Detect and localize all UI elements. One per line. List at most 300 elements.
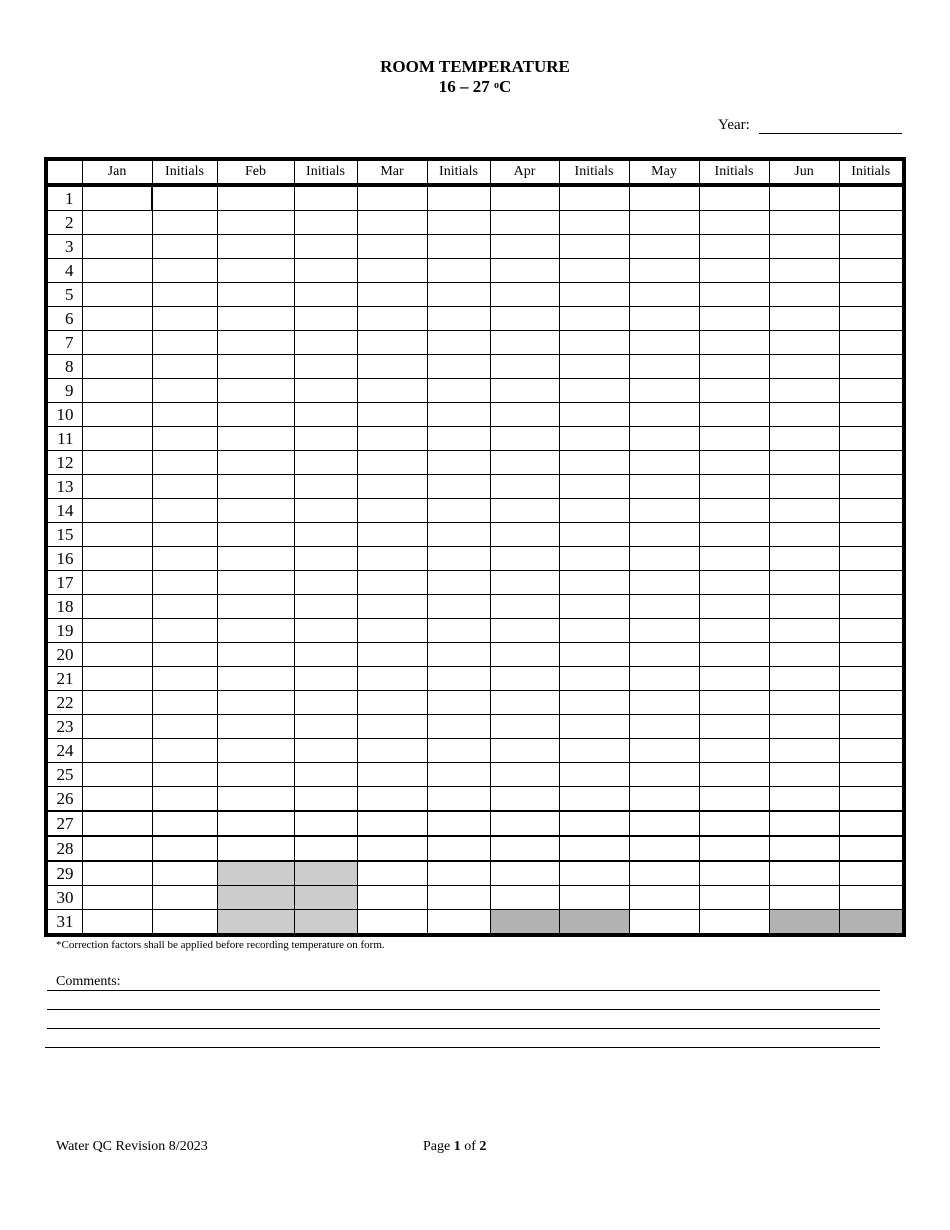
temperature-cell[interactable] — [357, 715, 427, 739]
initials-cell[interactable] — [152, 715, 217, 739]
temperature-cell[interactable] — [629, 259, 699, 283]
initials-cell[interactable] — [559, 811, 629, 836]
temperature-cell[interactable] — [769, 259, 839, 283]
temperature-cell[interactable] — [217, 475, 294, 499]
temperature-cell[interactable] — [769, 235, 839, 259]
temperature-cell[interactable] — [490, 475, 559, 499]
initials-cell[interactable] — [427, 475, 490, 499]
initials-cell[interactable] — [699, 739, 769, 763]
temperature-cell[interactable] — [769, 211, 839, 235]
temperature-cell[interactable] — [357, 451, 427, 475]
initials-cell[interactable] — [152, 691, 217, 715]
temperature-cell[interactable] — [357, 427, 427, 451]
initials-cell[interactable] — [839, 499, 904, 523]
initials-cell[interactable] — [427, 331, 490, 355]
temperature-cell[interactable] — [629, 379, 699, 403]
temperature-cell[interactable] — [490, 595, 559, 619]
temperature-cell[interactable] — [357, 523, 427, 547]
temperature-cell[interactable] — [490, 427, 559, 451]
initials-cell[interactable] — [294, 307, 357, 331]
initials-cell[interactable] — [294, 763, 357, 787]
temperature-cell[interactable] — [217, 715, 294, 739]
initials-cell[interactable] — [152, 283, 217, 307]
temperature-cell[interactable] — [769, 547, 839, 571]
temperature-cell[interactable] — [82, 691, 152, 715]
temperature-cell[interactable] — [769, 499, 839, 523]
temperature-cell[interactable] — [217, 763, 294, 787]
temperature-cell[interactable] — [490, 739, 559, 763]
initials-cell[interactable] — [427, 235, 490, 259]
initials-cell[interactable] — [559, 283, 629, 307]
initials-cell[interactable] — [294, 475, 357, 499]
temperature-cell[interactable] — [217, 451, 294, 475]
temperature-cell[interactable] — [769, 331, 839, 355]
temperature-cell[interactable] — [82, 211, 152, 235]
temperature-cell[interactable] — [217, 523, 294, 547]
temperature-cell[interactable] — [357, 307, 427, 331]
temperature-cell[interactable] — [82, 595, 152, 619]
temperature-cell[interactable] — [82, 259, 152, 283]
year-input-line[interactable] — [759, 117, 902, 134]
temperature-cell[interactable] — [629, 886, 699, 910]
temperature-cell[interactable] — [82, 763, 152, 787]
initials-cell[interactable] — [699, 547, 769, 571]
temperature-cell[interactable] — [629, 643, 699, 667]
initials-cell[interactable] — [294, 811, 357, 836]
initials-cell[interactable] — [559, 499, 629, 523]
temperature-cell[interactable] — [769, 451, 839, 475]
initials-cell[interactable] — [427, 283, 490, 307]
temperature-cell[interactable] — [82, 571, 152, 595]
initials-cell[interactable] — [294, 595, 357, 619]
initials-cell[interactable] — [294, 451, 357, 475]
temperature-cell[interactable] — [769, 886, 839, 910]
temperature-cell[interactable] — [82, 667, 152, 691]
initials-cell[interactable] — [699, 499, 769, 523]
temperature-cell[interactable] — [629, 619, 699, 643]
temperature-cell[interactable] — [629, 547, 699, 571]
initials-cell[interactable] — [839, 886, 904, 910]
temperature-cell[interactable] — [217, 185, 294, 211]
initials-cell[interactable] — [294, 523, 357, 547]
initials-cell[interactable] — [427, 499, 490, 523]
initials-cell[interactable] — [152, 787, 217, 812]
initials-cell[interactable] — [559, 475, 629, 499]
temperature-cell[interactable] — [629, 403, 699, 427]
temperature-cell[interactable] — [217, 403, 294, 427]
initials-cell[interactable] — [839, 475, 904, 499]
temperature-cell[interactable] — [217, 667, 294, 691]
initials-cell[interactable] — [699, 836, 769, 861]
temperature-cell[interactable] — [82, 739, 152, 763]
initials-cell[interactable] — [559, 763, 629, 787]
initials-cell[interactable] — [839, 763, 904, 787]
initials-cell[interactable] — [559, 861, 629, 886]
temperature-cell[interactable] — [357, 355, 427, 379]
temperature-cell[interactable] — [217, 739, 294, 763]
temperature-cell[interactable] — [629, 861, 699, 886]
initials-cell[interactable] — [559, 619, 629, 643]
temperature-cell[interactable] — [769, 715, 839, 739]
initials-cell[interactable] — [152, 861, 217, 886]
temperature-cell[interactable] — [490, 499, 559, 523]
temperature-cell[interactable] — [357, 235, 427, 259]
temperature-cell[interactable] — [217, 811, 294, 836]
temperature-cell[interactable] — [629, 499, 699, 523]
temperature-cell[interactable] — [357, 211, 427, 235]
initials-cell[interactable] — [559, 259, 629, 283]
initials-cell[interactable] — [559, 643, 629, 667]
temperature-cell[interactable] — [357, 763, 427, 787]
initials-cell[interactable] — [427, 836, 490, 861]
temperature-cell[interactable] — [629, 235, 699, 259]
initials-cell[interactable] — [699, 403, 769, 427]
temperature-cell[interactable] — [82, 836, 152, 861]
initials-cell[interactable] — [294, 739, 357, 763]
temperature-cell[interactable] — [629, 787, 699, 812]
initials-cell[interactable] — [152, 331, 217, 355]
initials-cell[interactable] — [427, 861, 490, 886]
temperature-cell[interactable] — [769, 811, 839, 836]
temperature-cell[interactable] — [217, 331, 294, 355]
initials-cell[interactable] — [152, 499, 217, 523]
initials-cell[interactable] — [152, 619, 217, 643]
temperature-cell[interactable] — [82, 715, 152, 739]
temperature-cell[interactable] — [217, 355, 294, 379]
initials-cell[interactable] — [427, 691, 490, 715]
temperature-cell[interactable] — [769, 307, 839, 331]
initials-cell[interactable] — [699, 259, 769, 283]
temperature-cell[interactable] — [769, 475, 839, 499]
initials-cell[interactable] — [427, 667, 490, 691]
initials-cell[interactable] — [699, 379, 769, 403]
temperature-cell[interactable] — [629, 571, 699, 595]
temperature-cell[interactable] — [82, 185, 152, 211]
temperature-cell[interactable] — [490, 307, 559, 331]
initials-cell[interactable] — [699, 451, 769, 475]
initials-cell[interactable] — [427, 307, 490, 331]
comments-line-4[interactable] — [45, 1029, 880, 1048]
initials-cell[interactable] — [427, 910, 490, 936]
initials-cell[interactable] — [699, 331, 769, 355]
comments-line-1[interactable] — [47, 972, 880, 991]
initials-cell[interactable] — [559, 185, 629, 211]
initials-cell[interactable] — [699, 283, 769, 307]
temperature-cell[interactable] — [357, 185, 427, 211]
temperature-cell[interactable] — [769, 379, 839, 403]
initials-cell[interactable] — [699, 475, 769, 499]
initials-cell[interactable] — [294, 403, 357, 427]
temperature-cell[interactable] — [357, 403, 427, 427]
temperature-cell[interactable] — [769, 185, 839, 211]
temperature-cell[interactable] — [357, 861, 427, 886]
initials-cell[interactable] — [839, 403, 904, 427]
temperature-cell[interactable] — [82, 475, 152, 499]
temperature-cell[interactable] — [357, 643, 427, 667]
initials-cell[interactable] — [427, 787, 490, 812]
temperature-cell[interactable] — [629, 355, 699, 379]
initials-cell[interactable] — [559, 547, 629, 571]
initials-cell[interactable] — [152, 185, 217, 211]
initials-cell[interactable] — [559, 451, 629, 475]
temperature-cell[interactable] — [217, 283, 294, 307]
initials-cell[interactable] — [699, 307, 769, 331]
temperature-cell[interactable] — [357, 499, 427, 523]
initials-cell[interactable] — [699, 691, 769, 715]
temperature-cell[interactable] — [357, 667, 427, 691]
temperature-cell[interactable] — [82, 451, 152, 475]
temperature-cell[interactable] — [629, 451, 699, 475]
initials-cell[interactable] — [559, 667, 629, 691]
initials-cell[interactable] — [427, 571, 490, 595]
temperature-cell[interactable] — [769, 787, 839, 812]
temperature-cell[interactable] — [490, 211, 559, 235]
initials-cell[interactable] — [427, 619, 490, 643]
initials-cell[interactable] — [699, 595, 769, 619]
temperature-cell[interactable] — [769, 836, 839, 861]
temperature-cell[interactable] — [82, 427, 152, 451]
temperature-cell[interactable] — [490, 403, 559, 427]
temperature-cell[interactable] — [357, 910, 427, 936]
temperature-cell[interactable] — [629, 811, 699, 836]
initials-cell[interactable] — [427, 185, 490, 211]
temperature-cell[interactable] — [490, 787, 559, 812]
initials-cell[interactable] — [839, 547, 904, 571]
temperature-cell[interactable] — [357, 331, 427, 355]
initials-cell[interactable] — [152, 211, 217, 235]
initials-cell[interactable] — [152, 811, 217, 836]
temperature-cell[interactable] — [357, 475, 427, 499]
temperature-cell[interactable] — [769, 861, 839, 886]
initials-cell[interactable] — [839, 211, 904, 235]
temperature-cell[interactable] — [82, 235, 152, 259]
temperature-cell[interactable] — [82, 811, 152, 836]
initials-cell[interactable] — [559, 787, 629, 812]
temperature-cell[interactable] — [82, 910, 152, 936]
initials-cell[interactable] — [152, 667, 217, 691]
initials-cell[interactable] — [152, 571, 217, 595]
initials-cell[interactable] — [294, 211, 357, 235]
temperature-cell[interactable] — [357, 691, 427, 715]
initials-cell[interactable] — [427, 595, 490, 619]
initials-cell[interactable] — [294, 571, 357, 595]
initials-cell[interactable] — [559, 379, 629, 403]
temperature-cell[interactable] — [490, 185, 559, 211]
initials-cell[interactable] — [839, 861, 904, 886]
temperature-cell[interactable] — [217, 379, 294, 403]
initials-cell[interactable] — [427, 379, 490, 403]
temperature-cell[interactable] — [629, 523, 699, 547]
temperature-cell[interactable] — [357, 595, 427, 619]
initials-cell[interactable] — [699, 811, 769, 836]
temperature-cell[interactable] — [629, 910, 699, 936]
initials-cell[interactable] — [839, 235, 904, 259]
temperature-cell[interactable] — [629, 667, 699, 691]
temperature-cell[interactable] — [629, 427, 699, 451]
initials-cell[interactable] — [427, 259, 490, 283]
temperature-cell[interactable] — [490, 523, 559, 547]
temperature-cell[interactable] — [217, 836, 294, 861]
initials-cell[interactable] — [152, 910, 217, 936]
initials-cell[interactable] — [294, 499, 357, 523]
initials-cell[interactable] — [152, 235, 217, 259]
initials-cell[interactable] — [559, 715, 629, 739]
initials-cell[interactable] — [839, 836, 904, 861]
initials-cell[interactable] — [839, 691, 904, 715]
temperature-cell[interactable] — [629, 475, 699, 499]
initials-cell[interactable] — [152, 307, 217, 331]
temperature-cell[interactable] — [490, 331, 559, 355]
temperature-cell[interactable] — [629, 211, 699, 235]
temperature-cell[interactable] — [217, 595, 294, 619]
comments-line-3[interactable] — [47, 1010, 880, 1029]
initials-cell[interactable] — [699, 571, 769, 595]
initials-cell[interactable] — [559, 211, 629, 235]
temperature-cell[interactable] — [490, 886, 559, 910]
temperature-cell[interactable] — [490, 715, 559, 739]
temperature-cell[interactable] — [629, 836, 699, 861]
temperature-cell[interactable] — [769, 571, 839, 595]
temperature-cell[interactable] — [769, 283, 839, 307]
temperature-cell[interactable] — [769, 355, 839, 379]
initials-cell[interactable] — [559, 427, 629, 451]
initials-cell[interactable] — [152, 379, 217, 403]
temperature-cell[interactable] — [357, 811, 427, 836]
temperature-cell[interactable] — [357, 886, 427, 910]
initials-cell[interactable] — [699, 763, 769, 787]
temperature-cell[interactable] — [82, 861, 152, 886]
temperature-cell[interactable] — [629, 715, 699, 739]
initials-cell[interactable] — [427, 211, 490, 235]
temperature-cell[interactable] — [629, 739, 699, 763]
temperature-cell[interactable] — [490, 451, 559, 475]
initials-cell[interactable] — [699, 619, 769, 643]
initials-cell[interactable] — [839, 451, 904, 475]
temperature-cell[interactable] — [769, 667, 839, 691]
temperature-cell[interactable] — [357, 547, 427, 571]
temperature-cell[interactable] — [82, 523, 152, 547]
temperature-cell[interactable] — [357, 283, 427, 307]
initials-cell[interactable] — [294, 619, 357, 643]
temperature-cell[interactable] — [82, 499, 152, 523]
initials-cell[interactable] — [559, 235, 629, 259]
temperature-cell[interactable] — [490, 259, 559, 283]
temperature-cell[interactable] — [357, 379, 427, 403]
initials-cell[interactable] — [839, 523, 904, 547]
initials-cell[interactable] — [839, 185, 904, 211]
initials-cell[interactable] — [427, 355, 490, 379]
initials-cell[interactable] — [699, 861, 769, 886]
initials-cell[interactable] — [839, 427, 904, 451]
initials-cell[interactable] — [427, 403, 490, 427]
initials-cell[interactable] — [294, 427, 357, 451]
initials-cell[interactable] — [699, 523, 769, 547]
temperature-cell[interactable] — [490, 836, 559, 861]
initials-cell[interactable] — [839, 307, 904, 331]
initials-cell[interactable] — [559, 571, 629, 595]
initials-cell[interactable] — [699, 355, 769, 379]
initials-cell[interactable] — [427, 763, 490, 787]
temperature-cell[interactable] — [629, 307, 699, 331]
temperature-cell[interactable] — [490, 667, 559, 691]
initials-cell[interactable] — [699, 235, 769, 259]
temperature-cell[interactable] — [82, 379, 152, 403]
initials-cell[interactable] — [699, 787, 769, 812]
initials-cell[interactable] — [559, 595, 629, 619]
temperature-cell[interactable] — [82, 307, 152, 331]
initials-cell[interactable] — [152, 547, 217, 571]
temperature-cell[interactable] — [490, 619, 559, 643]
initials-cell[interactable] — [427, 547, 490, 571]
initials-cell[interactable] — [294, 787, 357, 812]
temperature-cell[interactable] — [217, 643, 294, 667]
initials-cell[interactable] — [294, 691, 357, 715]
temperature-cell[interactable] — [490, 763, 559, 787]
initials-cell[interactable] — [427, 451, 490, 475]
temperature-cell[interactable] — [357, 259, 427, 283]
temperature-cell[interactable] — [82, 355, 152, 379]
initials-cell[interactable] — [152, 763, 217, 787]
temperature-cell[interactable] — [769, 427, 839, 451]
initials-cell[interactable] — [559, 523, 629, 547]
initials-cell[interactable] — [294, 715, 357, 739]
initials-cell[interactable] — [839, 595, 904, 619]
temperature-cell[interactable] — [769, 595, 839, 619]
initials-cell[interactable] — [699, 211, 769, 235]
initials-cell[interactable] — [294, 283, 357, 307]
initials-cell[interactable] — [839, 283, 904, 307]
temperature-cell[interactable] — [490, 861, 559, 886]
initials-cell[interactable] — [699, 886, 769, 910]
initials-cell[interactable] — [839, 811, 904, 836]
temperature-cell[interactable] — [217, 619, 294, 643]
temperature-cell[interactable] — [769, 691, 839, 715]
initials-cell[interactable] — [152, 739, 217, 763]
initials-cell[interactable] — [294, 185, 357, 211]
temperature-cell[interactable] — [217, 259, 294, 283]
temperature-cell[interactable] — [82, 643, 152, 667]
temperature-cell[interactable] — [357, 571, 427, 595]
initials-cell[interactable] — [427, 643, 490, 667]
initials-cell[interactable] — [839, 355, 904, 379]
initials-cell[interactable] — [152, 259, 217, 283]
initials-cell[interactable] — [152, 403, 217, 427]
temperature-cell[interactable] — [82, 403, 152, 427]
initials-cell[interactable] — [294, 235, 357, 259]
temperature-cell[interactable] — [217, 787, 294, 812]
temperature-cell[interactable] — [217, 547, 294, 571]
temperature-cell[interactable] — [629, 595, 699, 619]
initials-cell[interactable] — [699, 185, 769, 211]
temperature-cell[interactable] — [357, 836, 427, 861]
temperature-cell[interactable] — [629, 331, 699, 355]
initials-cell[interactable] — [559, 886, 629, 910]
temperature-cell[interactable] — [217, 691, 294, 715]
temperature-cell[interactable] — [490, 355, 559, 379]
temperature-cell[interactable] — [357, 787, 427, 812]
temperature-cell[interactable] — [82, 331, 152, 355]
initials-cell[interactable] — [839, 571, 904, 595]
initials-cell[interactable] — [427, 811, 490, 836]
initials-cell[interactable] — [152, 643, 217, 667]
temperature-cell[interactable] — [217, 499, 294, 523]
temperature-cell[interactable] — [217, 307, 294, 331]
initials-cell[interactable] — [839, 619, 904, 643]
temperature-cell[interactable] — [217, 235, 294, 259]
temperature-cell[interactable] — [357, 619, 427, 643]
initials-cell[interactable] — [839, 379, 904, 403]
initials-cell[interactable] — [427, 886, 490, 910]
